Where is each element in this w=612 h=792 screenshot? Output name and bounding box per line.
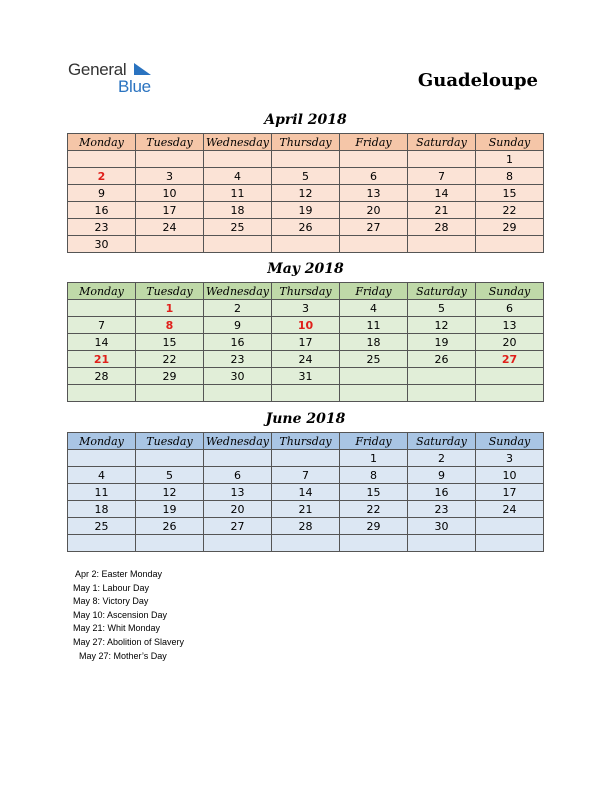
day-cell: 4 xyxy=(68,467,136,484)
day-cell: 6 xyxy=(340,168,408,185)
day-cell: 29 xyxy=(136,368,204,385)
day-cell: 30 xyxy=(68,236,136,253)
empty-day-cell xyxy=(408,385,476,402)
day-cell: 22 xyxy=(136,351,204,368)
weekday-header: Wednesday xyxy=(204,283,272,300)
day-cell: 27 xyxy=(340,219,408,236)
empty-day-cell xyxy=(68,151,136,168)
week-row xyxy=(68,151,544,168)
weekday-header: Wednesday xyxy=(204,134,272,151)
empty-day-cell xyxy=(408,535,476,552)
weekday-header-row xyxy=(68,433,544,450)
day-cell: 25 xyxy=(68,518,136,535)
day-cell: 4 xyxy=(204,168,272,185)
day-cell: 20 xyxy=(476,334,544,351)
day-cell: 4 xyxy=(340,300,408,317)
week-row xyxy=(68,236,544,253)
day-cell: 23 xyxy=(204,351,272,368)
day-cell: 26 xyxy=(272,219,340,236)
day-cell: 29 xyxy=(340,518,408,535)
calendar-may xyxy=(67,282,544,402)
day-cell: 28 xyxy=(272,518,340,535)
general-blue-logo xyxy=(68,60,168,96)
day-cell: 18 xyxy=(68,501,136,518)
day-cell: 2 xyxy=(68,168,136,185)
empty-day-cell xyxy=(476,518,544,535)
day-cell: 2 xyxy=(408,450,476,467)
empty-day-cell xyxy=(408,236,476,253)
day-cell: 21 xyxy=(68,351,136,368)
day-cell: 20 xyxy=(204,501,272,518)
empty-day-cell xyxy=(204,385,272,402)
month-title-april: April 2018 xyxy=(264,112,347,128)
weekday-header: Thursday xyxy=(272,134,340,151)
empty-day-cell xyxy=(272,236,340,253)
day-cell: 7 xyxy=(272,467,340,484)
day-cell: 21 xyxy=(408,202,476,219)
day-cell: 29 xyxy=(476,219,544,236)
empty-day-cell xyxy=(476,368,544,385)
day-cell: 8 xyxy=(340,467,408,484)
day-cell: 24 xyxy=(136,219,204,236)
empty-day-cell xyxy=(204,151,272,168)
day-cell: 14 xyxy=(68,334,136,351)
month-title-may: May 2018 xyxy=(267,261,344,277)
holiday-item: Apr 2: Easter Monday xyxy=(75,569,163,579)
day-cell: 24 xyxy=(272,351,340,368)
day-cell: 6 xyxy=(204,467,272,484)
weekday-header: Saturday xyxy=(408,433,476,450)
week-row xyxy=(68,334,544,351)
week-row xyxy=(68,351,544,368)
day-cell: 20 xyxy=(340,202,408,219)
holiday-item: May 8: Victory Day xyxy=(73,596,149,607)
empty-day-cell xyxy=(476,535,544,552)
day-cell: 5 xyxy=(408,300,476,317)
day-cell: 1 xyxy=(136,300,204,317)
day-cell: 10 xyxy=(136,185,204,202)
day-cell: 30 xyxy=(204,368,272,385)
day-cell: 8 xyxy=(136,317,204,334)
empty-day-cell xyxy=(340,385,408,402)
day-cell: 13 xyxy=(340,185,408,202)
week-row xyxy=(68,168,544,185)
day-cell: 3 xyxy=(476,450,544,467)
day-cell: 24 xyxy=(476,501,544,518)
day-cell: 19 xyxy=(408,334,476,351)
holiday-item: May 10: Ascension Day xyxy=(73,609,168,620)
week-row xyxy=(68,368,544,385)
weekday-header: Tuesday xyxy=(136,283,204,300)
month-title-june: June 2018 xyxy=(265,411,346,427)
week-row xyxy=(68,484,544,501)
empty-day-cell xyxy=(340,151,408,168)
weekday-header: Sunday xyxy=(476,134,544,151)
day-cell: 17 xyxy=(136,202,204,219)
day-cell: 19 xyxy=(136,501,204,518)
weekday-header: Thursday xyxy=(272,433,340,450)
weekday-header: Thursday xyxy=(272,283,340,300)
holiday-list xyxy=(73,568,184,663)
day-cell: 27 xyxy=(204,518,272,535)
empty-day-cell xyxy=(136,385,204,402)
day-cell: 7 xyxy=(68,317,136,334)
day-cell: 28 xyxy=(408,219,476,236)
logo-triangle-icon xyxy=(134,63,152,77)
logo-text-general: General xyxy=(68,60,127,79)
weekday-header: Friday xyxy=(340,134,408,151)
empty-day-cell xyxy=(204,236,272,253)
empty-day-cell xyxy=(272,385,340,402)
day-cell: 12 xyxy=(272,185,340,202)
week-row xyxy=(68,317,544,334)
day-cell: 11 xyxy=(340,317,408,334)
week-row xyxy=(68,467,544,484)
day-cell: 8 xyxy=(476,168,544,185)
day-cell: 15 xyxy=(136,334,204,351)
logo-text-blue: Blue xyxy=(118,77,151,96)
day-cell: 28 xyxy=(68,368,136,385)
weekday-header: Monday xyxy=(68,433,136,450)
empty-day-cell xyxy=(476,236,544,253)
day-cell: 14 xyxy=(272,484,340,501)
day-cell: 13 xyxy=(476,317,544,334)
empty-day-cell xyxy=(204,450,272,467)
day-cell: 18 xyxy=(204,202,272,219)
week-row xyxy=(68,501,544,518)
day-cell: 6 xyxy=(476,300,544,317)
day-cell: 26 xyxy=(136,518,204,535)
day-cell: 7 xyxy=(408,168,476,185)
empty-day-cell xyxy=(68,450,136,467)
empty-day-cell xyxy=(272,450,340,467)
week-row xyxy=(68,300,544,317)
day-cell: 21 xyxy=(272,501,340,518)
country-title: Guadeloupe xyxy=(417,70,538,91)
day-cell: 3 xyxy=(272,300,340,317)
empty-day-cell xyxy=(136,151,204,168)
week-row xyxy=(68,385,544,402)
week-row xyxy=(68,518,544,535)
day-cell: 9 xyxy=(204,317,272,334)
weekday-header: Saturday xyxy=(408,283,476,300)
weekday-header: Monday xyxy=(68,283,136,300)
week-row xyxy=(68,185,544,202)
day-cell: 31 xyxy=(272,368,340,385)
weekday-header: Saturday xyxy=(408,134,476,151)
calendar-april xyxy=(67,133,544,253)
empty-day-cell xyxy=(340,236,408,253)
day-cell: 12 xyxy=(136,484,204,501)
day-cell: 17 xyxy=(272,334,340,351)
empty-day-cell xyxy=(68,300,136,317)
day-cell: 12 xyxy=(408,317,476,334)
empty-day-cell xyxy=(340,535,408,552)
empty-day-cell xyxy=(136,535,204,552)
day-cell: 15 xyxy=(340,484,408,501)
empty-day-cell xyxy=(272,535,340,552)
day-cell: 10 xyxy=(476,467,544,484)
holiday-item: May 1: Labour Day xyxy=(73,582,150,593)
day-cell: 30 xyxy=(408,518,476,535)
day-cell: 13 xyxy=(204,484,272,501)
day-cell: 16 xyxy=(68,202,136,219)
empty-day-cell xyxy=(136,236,204,253)
day-cell: 17 xyxy=(476,484,544,501)
day-cell: 5 xyxy=(136,467,204,484)
day-cell: 25 xyxy=(340,351,408,368)
day-cell: 23 xyxy=(408,501,476,518)
weekday-header: Friday xyxy=(340,283,408,300)
weekday-header: Wednesday xyxy=(204,433,272,450)
day-cell: 27 xyxy=(476,351,544,368)
weekday-header: Sunday xyxy=(476,433,544,450)
weekday-header: Monday xyxy=(68,134,136,151)
weekday-header: Sunday xyxy=(476,283,544,300)
day-cell: 1 xyxy=(340,450,408,467)
day-cell: 19 xyxy=(272,202,340,219)
empty-day-cell xyxy=(204,535,272,552)
day-cell: 15 xyxy=(476,185,544,202)
empty-day-cell xyxy=(272,151,340,168)
day-cell: 5 xyxy=(272,168,340,185)
empty-day-cell xyxy=(476,385,544,402)
week-row xyxy=(68,535,544,552)
day-cell: 16 xyxy=(408,484,476,501)
holiday-item: May 27: Abolition of Slavery xyxy=(73,636,185,647)
empty-day-cell xyxy=(68,385,136,402)
day-cell: 3 xyxy=(136,168,204,185)
holiday-item: May 27: Mother’s Day xyxy=(79,650,167,661)
week-row xyxy=(68,219,544,236)
day-cell: 26 xyxy=(408,351,476,368)
holiday-item: May 21: Whit Monday xyxy=(73,623,161,634)
day-cell: 11 xyxy=(68,484,136,501)
day-cell: 1 xyxy=(476,151,544,168)
day-cell: 11 xyxy=(204,185,272,202)
weekday-header: Tuesday xyxy=(136,433,204,450)
day-cell: 25 xyxy=(204,219,272,236)
empty-day-cell xyxy=(408,368,476,385)
calendar-june xyxy=(67,432,544,552)
empty-day-cell xyxy=(408,151,476,168)
weekday-header: Friday xyxy=(340,433,408,450)
day-cell: 2 xyxy=(204,300,272,317)
empty-day-cell xyxy=(136,450,204,467)
day-cell: 22 xyxy=(476,202,544,219)
weekday-header-row xyxy=(68,283,544,300)
empty-day-cell xyxy=(340,368,408,385)
day-cell: 10 xyxy=(272,317,340,334)
day-cell: 9 xyxy=(68,185,136,202)
day-cell: 9 xyxy=(408,467,476,484)
weekday-header: Tuesday xyxy=(136,134,204,151)
day-cell: 23 xyxy=(68,219,136,236)
day-cell: 22 xyxy=(340,501,408,518)
weekday-header-row xyxy=(68,134,544,151)
day-cell: 18 xyxy=(340,334,408,351)
week-row xyxy=(68,450,544,467)
day-cell: 14 xyxy=(408,185,476,202)
day-cell: 16 xyxy=(204,334,272,351)
empty-day-cell xyxy=(68,535,136,552)
week-row xyxy=(68,202,544,219)
